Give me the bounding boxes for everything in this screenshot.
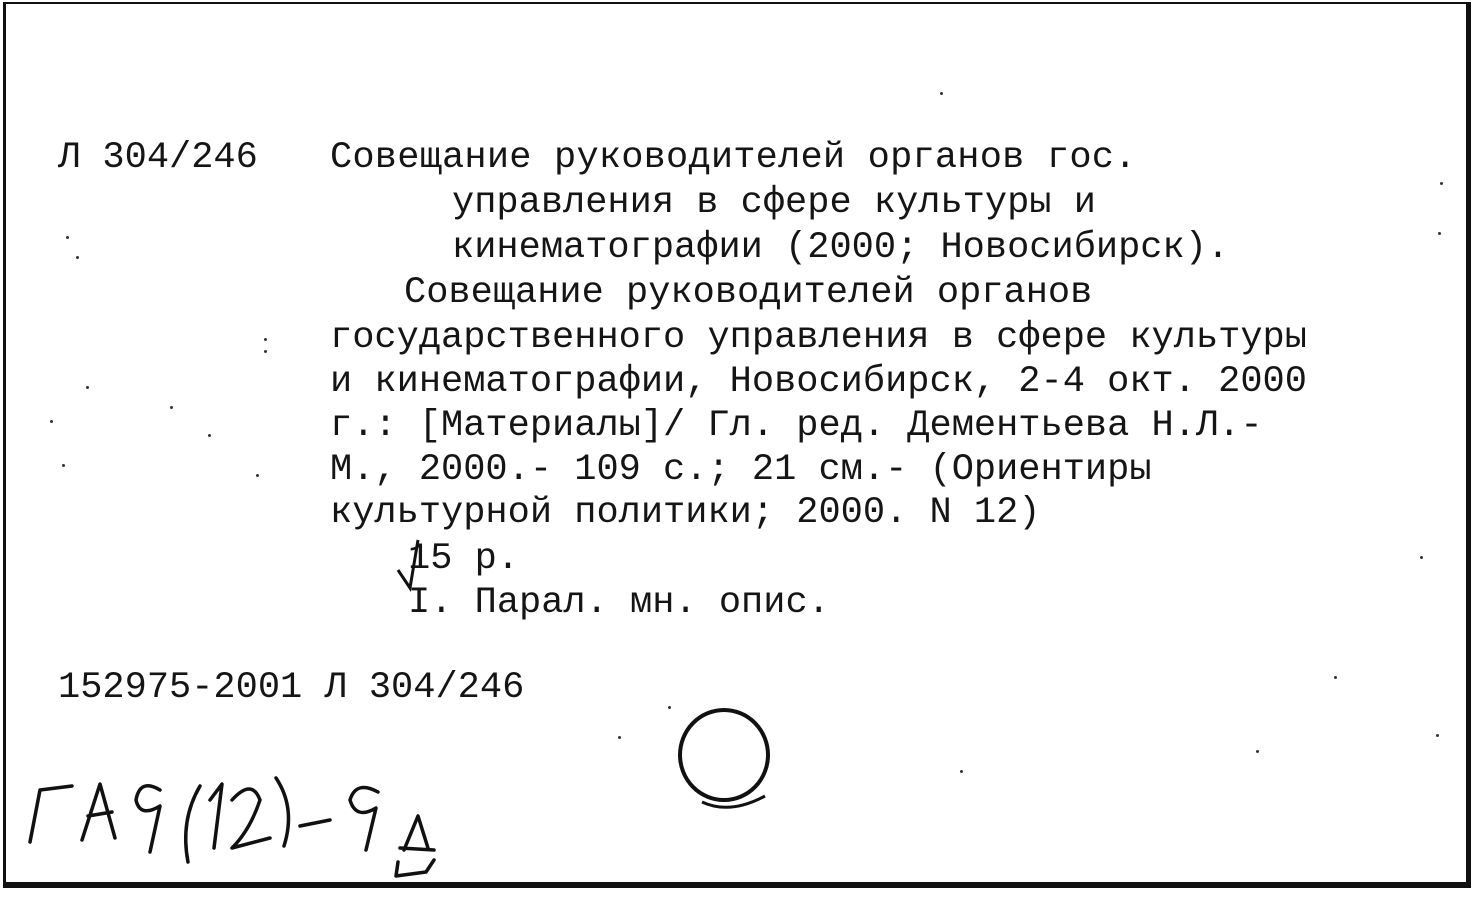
scan-speck <box>208 434 211 437</box>
scan-speck <box>1440 182 1443 185</box>
pen-tick-mark <box>398 540 418 588</box>
inventory-number: 152975-2001 Л 304/246 <box>58 667 525 709</box>
heading-line-3: кинематографии (2000; Новосибирск). <box>452 227 1230 269</box>
scan-speck <box>960 770 963 773</box>
scan-speck <box>264 338 267 341</box>
scan-speck <box>170 406 173 409</box>
tracing: I. Парал. мн. опис. <box>408 582 830 624</box>
title-line-2: государственного управления в сфере культуры <box>330 317 1307 359</box>
pen-circle-mark <box>680 710 768 807</box>
scan-speck <box>50 420 53 423</box>
scan-speck <box>1438 232 1441 235</box>
title-line-5: М., 2000.- 109 с.; 21 см.- (Ориентиры <box>330 449 1152 491</box>
scan-speck <box>1436 734 1439 737</box>
heading-line-1: Совещание руководителей органов гос. <box>330 137 1137 179</box>
price: 15 р. <box>408 538 520 580</box>
call-number: Л 304/246 <box>58 137 258 179</box>
title-line-3: и кинематографии, Новосибирск, 2-4 окт. 2000 <box>330 361 1307 403</box>
scan-speck <box>1256 750 1259 753</box>
title-line-1: Совещание руководителей органов <box>404 272 1093 314</box>
heading-line-2: управления в сфере культуры и <box>452 182 1096 224</box>
scan-speck <box>264 350 267 353</box>
scan-speck <box>1334 676 1337 679</box>
handwritten-shelfmark <box>30 778 434 876</box>
scan-speck <box>256 474 259 477</box>
title-line-6: культурной политики; 2000. N 12) <box>330 492 1041 534</box>
scan-speck <box>1420 556 1423 559</box>
scan-speck <box>62 464 65 467</box>
scan-speck <box>668 706 671 709</box>
scan-speck <box>76 256 79 259</box>
scan-speck <box>66 236 69 239</box>
scan-speck <box>86 386 89 389</box>
scan-speck <box>940 92 943 95</box>
scan-speck <box>618 736 621 739</box>
title-line-4: г.: [Материалы]/ Гл. ред. Дементьева Н.Л.- <box>330 405 1263 447</box>
